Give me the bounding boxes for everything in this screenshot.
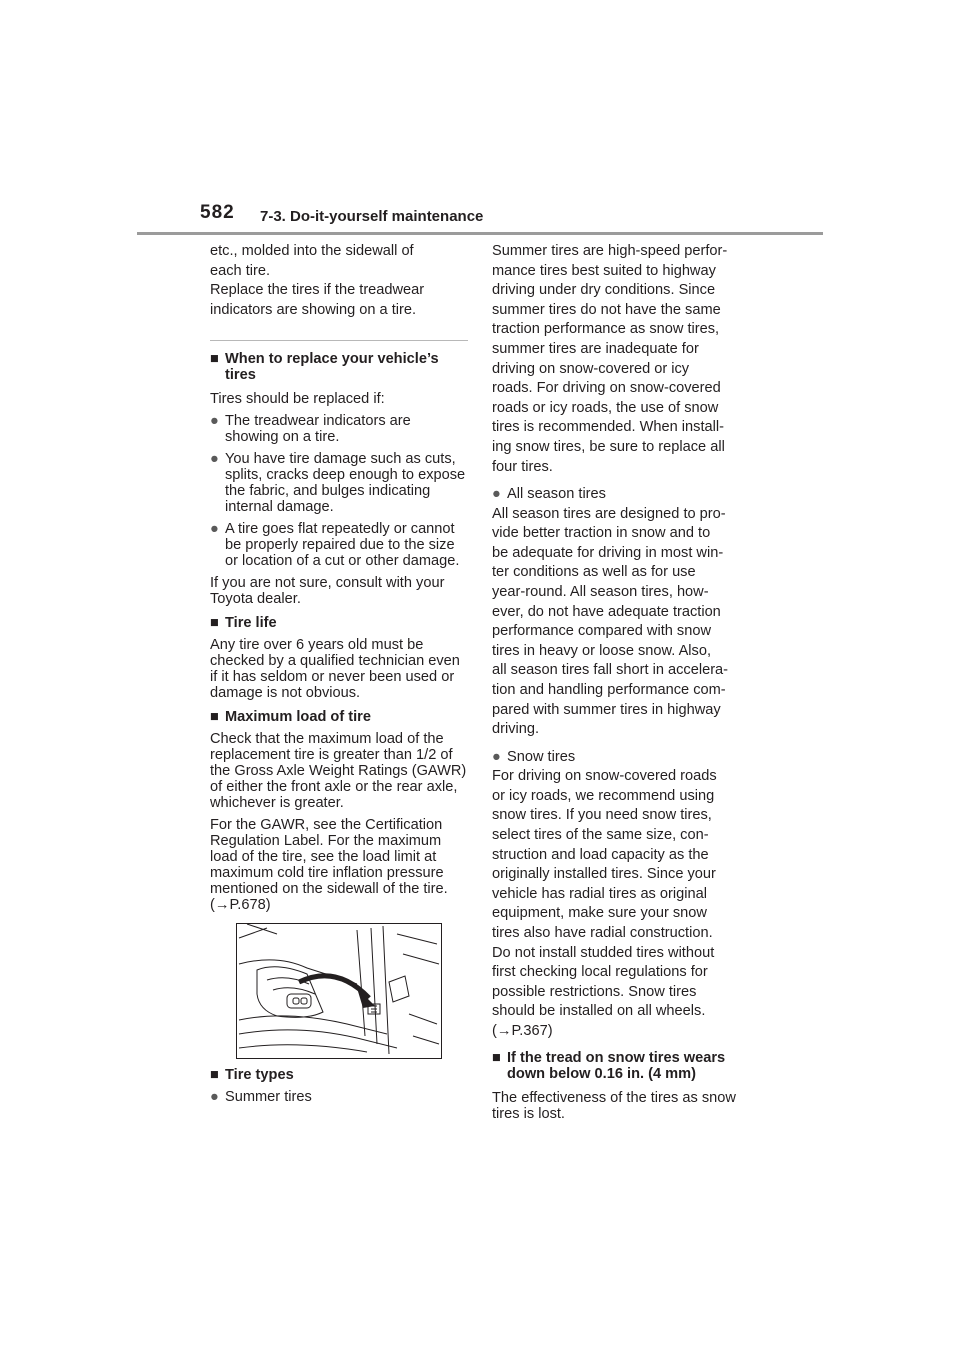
snow-text-line: (→P.367) <box>492 1022 553 1039</box>
tire-types-heading <box>210 1067 468 1083</box>
snow-text-line: snow tires. If you need snow tires, <box>492 807 712 824</box>
snow-text-line: should be installed on all wheels. <box>492 1003 706 1020</box>
heading-square-icon: ■ <box>210 351 219 368</box>
all-season-text-line: all season tires fall short in accelera- <box>492 662 729 679</box>
all-season-text-line: driving. <box>492 721 540 738</box>
tire-life-text: Any tire over 6 years old must be checked by a qualified technician even if it has seldom or never been used or damage is not obvious. <box>210 637 460 702</box>
all-season-text-line: vide better traction in snow and to <box>492 525 711 542</box>
max-load-heading-text: Maximum load of tire <box>225 709 371 726</box>
worn-snow-tires-heading-text: If the tread on snow tires wears down below 0.16 in. (4 mm) <box>507 1049 726 1082</box>
all-season-bullet-text: All season tires <box>507 486 606 503</box>
replace-heading-text: When to replace your vehicle’s tires <box>225 351 439 384</box>
snow-text-line: tires also have radial construction. <box>492 925 713 941</box>
bullet-dot-icon: ● <box>210 521 219 538</box>
heading-square-icon: ■ <box>492 1049 501 1066</box>
intro-line: Replace the tires if the treadwear <box>210 282 425 299</box>
page-number: 582 <box>200 202 235 223</box>
tire-life-heading-text: Tire life <box>225 615 277 632</box>
snow-text-line: Do not install studded tires without <box>492 944 715 961</box>
door-illustration-svg <box>237 924 441 1058</box>
snow-text-line: equipment, make sure your snow <box>492 905 707 922</box>
summer-text-line: ing snow tires, be sure to replace all <box>492 438 725 455</box>
intro-line: each tire. <box>210 262 271 279</box>
max-load-heading <box>210 709 468 725</box>
replace-bullet-text: You have tire damage such as cuts, splits, cracks deep enough to expose the fabric, and bulges indicating internal damage. <box>225 451 466 516</box>
snow-tires-bullet-text: Snow tires <box>507 748 576 765</box>
all-season-text-line: ever, do not have adequate traction <box>492 603 721 620</box>
replace-intro: Tires should be replaced if: <box>210 391 385 408</box>
snow-text-line: possible restrictions. Snow tires <box>492 983 697 1000</box>
bullet-dot-icon: ● <box>210 451 219 468</box>
all-season-bullet <box>492 485 754 505</box>
bullet-dot-icon: ● <box>210 413 219 430</box>
summer-text-line: Summer tires are high-speed perfor- <box>492 243 728 259</box>
all-season-text-line: All season tires are designed to pro- <box>492 505 726 522</box>
intro-line: etc., molded into the sidewall of <box>210 243 414 259</box>
snow-text-line: struction and load capacity as the <box>492 846 709 863</box>
worn-snow-tires-heading <box>492 1050 754 1082</box>
intro-line: indicators are showing on a tire. <box>210 301 417 318</box>
summer-text-line: driving under dry conditions. Since <box>492 282 716 299</box>
max-load-text: For the GAWR, see the Certification Regulation Label. For the maximum load of the tire, see the load limit at maximum cold tire inflation pressure mentioned on the sidewall of the tire. (→P.678) <box>210 817 448 914</box>
tire-life-heading <box>210 615 468 631</box>
page-header <box>0 0 960 240</box>
snow-text-line: vehicle has radial tires as original <box>492 885 707 902</box>
summer-text-line: roads. For driving on snow-covered <box>492 380 721 397</box>
all-season-text-line: pared with summer tires in highway <box>492 701 721 718</box>
right-column <box>492 242 754 1122</box>
summer-text-line: traction performance as snow tires, <box>492 321 720 338</box>
snow-text-line: first checking local regulations for <box>492 964 708 981</box>
all-season-text-line: year-round. All season tires, how- <box>492 584 709 600</box>
replace-bullet <box>210 451 468 515</box>
summer-text-line: four tires. <box>492 458 553 475</box>
replace-note: If you are not sure, consult with your Toyota dealer. <box>210 575 445 608</box>
summer-text-line: summer tires do not have the same <box>492 301 721 318</box>
left-column <box>210 242 468 1105</box>
snow-text-line: select tires of the same size, con- <box>492 827 709 844</box>
tire-types-heading-text: Tire types <box>225 1067 294 1084</box>
heading-square-icon: ■ <box>210 709 219 726</box>
max-load-text: Check that the maximum load of the replacement tire is greater than 1/2 of the Gross Axle Weight Ratings (GAWR) of either the front axle or the rear axle, whichever is greater. <box>210 731 467 812</box>
snow-text-line: or icy roads, we recommend using <box>492 787 715 804</box>
summer-text-line: mance tires best suited to highway <box>492 262 716 279</box>
all-season-text-line: ter conditions as well as for use <box>492 564 696 581</box>
section-divider <box>210 340 468 341</box>
heading-square-icon: ■ <box>210 1067 219 1084</box>
summer-text-line: tires is recommended. When install- <box>492 419 724 436</box>
all-season-text-line: be adequate for driving in most win- <box>492 544 724 561</box>
section-title: 7-3. Do-it-yourself maintenance <box>260 208 484 225</box>
all-season-text-line: tires in heavy or loose snow. Also, <box>492 642 712 659</box>
all-season-text-line: tion and handling performance com- <box>492 681 726 698</box>
replace-heading <box>210 351 468 383</box>
header-rule <box>137 232 823 235</box>
snow-tires-bullet <box>492 748 754 768</box>
bullet-dot-icon: ● <box>492 486 501 503</box>
summer-text-line: summer tires are inadequate for <box>492 340 699 357</box>
summer-text-line: driving on snow-covered or icy <box>492 360 690 377</box>
heading-square-icon: ■ <box>210 615 219 632</box>
snow-text-line: originally installed tires. Since your <box>492 866 716 883</box>
summer-text-line: roads or icy roads, the use of snow <box>492 399 719 416</box>
replace-bullet <box>210 521 468 569</box>
replace-bullet-text: A tire goes flat repeatedly or cannot be properly repaired due to the size or location of a cut or other damage. <box>225 521 460 570</box>
replace-bullet <box>210 413 468 445</box>
worn-snow-tires-text: The effectiveness of the tires as snow tires is lost. <box>492 1089 736 1122</box>
summer-tires-bullet-text: Summer tires <box>225 1089 312 1106</box>
all-season-text-line: performance compared with snow <box>492 623 712 640</box>
door-opening-illustration <box>236 923 442 1059</box>
summer-tires-bullet <box>210 1089 468 1105</box>
bullet-dot-icon: ● <box>492 748 501 765</box>
bullet-dot-icon: ● <box>210 1089 219 1106</box>
replace-bullet-text: The treadwear indicators are showing on a tire. <box>225 413 411 446</box>
snow-text-line: For driving on snow-covered roads <box>492 768 717 785</box>
